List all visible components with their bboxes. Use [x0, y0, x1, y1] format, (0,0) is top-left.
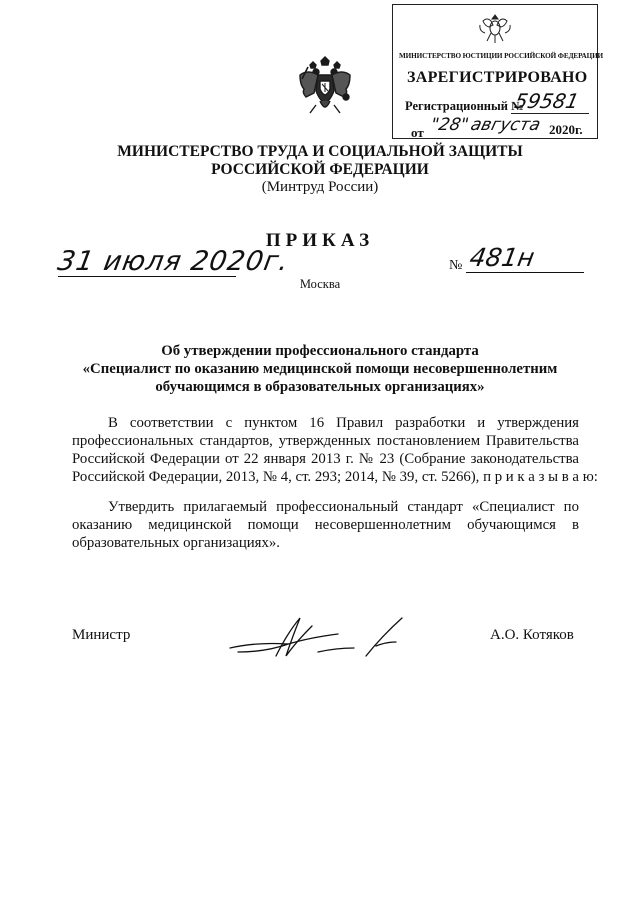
paragraph-line: В соответствии с пунктом 16 Правил разработки и утверждения [108, 415, 579, 431]
subject-line2: «Специалист по оказанию медицинской помощи несовершеннолетним [82, 361, 558, 377]
order-number-sign: № [449, 258, 463, 273]
stamp-date-year: 2020г. [549, 122, 583, 137]
city: Москва [299, 277, 341, 291]
ministry-name-line1: МИНИСТЕРСТВО ТРУДА И СОЦИАЛЬНОЙ ЗАЩИТЫ [117, 143, 523, 160]
stamp-regnum-underline [511, 113, 589, 114]
stamp-date-prefix: от [411, 125, 424, 140]
ministry-short-name: (Минтруд России) [261, 179, 379, 195]
paragraph-line: Утвердить прилагаемый профессиональный стандарт «Специалист по [108, 499, 579, 515]
stamp-ministry-name: МИНИСТЕРСТВО ЮСТИЦИИ РОССИЙСКОЙ ФЕДЕРАЦИИ [399, 52, 604, 60]
order-number-underline [466, 272, 584, 273]
paragraph-line: оказанию медицинской помощи несовершеннолетним обучающимся в [72, 517, 579, 533]
body-paragraph-1 [72, 414, 598, 486]
registration-stamp [392, 4, 604, 140]
stamp-date-day: "28" [428, 115, 471, 135]
stamp-regnum-label: Регистрационный № [405, 99, 524, 113]
handwritten-signature [226, 612, 410, 668]
order-number: 481н [467, 243, 537, 272]
coat-of-arms-icon [296, 55, 354, 121]
stamp-emblem-icon [477, 11, 513, 45]
ministry-name-line2: РОССИЙСКОЙ ФЕДЕРАЦИИ [211, 161, 429, 178]
stamp-date-month: августа [468, 115, 543, 135]
stamp-regnum-value: 59581 [512, 89, 582, 113]
subject-line3: обучающимся в образовательных организациях» [155, 379, 485, 395]
subject-line1: Об утверждении профессионального стандарта [161, 343, 479, 359]
paragraph-line: Российской Федерации от 22 января 2013 г. № 23 (Собрание законодательства [72, 451, 579, 467]
stamp-status: ЗАРЕГИСТРИРОВАНО [407, 69, 588, 86]
paragraph-line: образовательных организациях». [72, 535, 280, 551]
order-date: 31 июля 2020г. [55, 246, 292, 277]
body-paragraph-2 [72, 498, 579, 552]
document-title: ПРИКАЗ [265, 230, 375, 251]
paragraph-line: профессиональных стандартов, утвержденных постановлением Правительства [72, 433, 579, 449]
paragraph-line: Российской Федерации, 2013, № 4, ст. 293; 2014, № 39, ст. 5266), п р и к а з ы в а ю: [72, 469, 598, 485]
signatory-name: А.О. Котяков [490, 627, 574, 643]
signatory-position: Министр [72, 627, 131, 643]
